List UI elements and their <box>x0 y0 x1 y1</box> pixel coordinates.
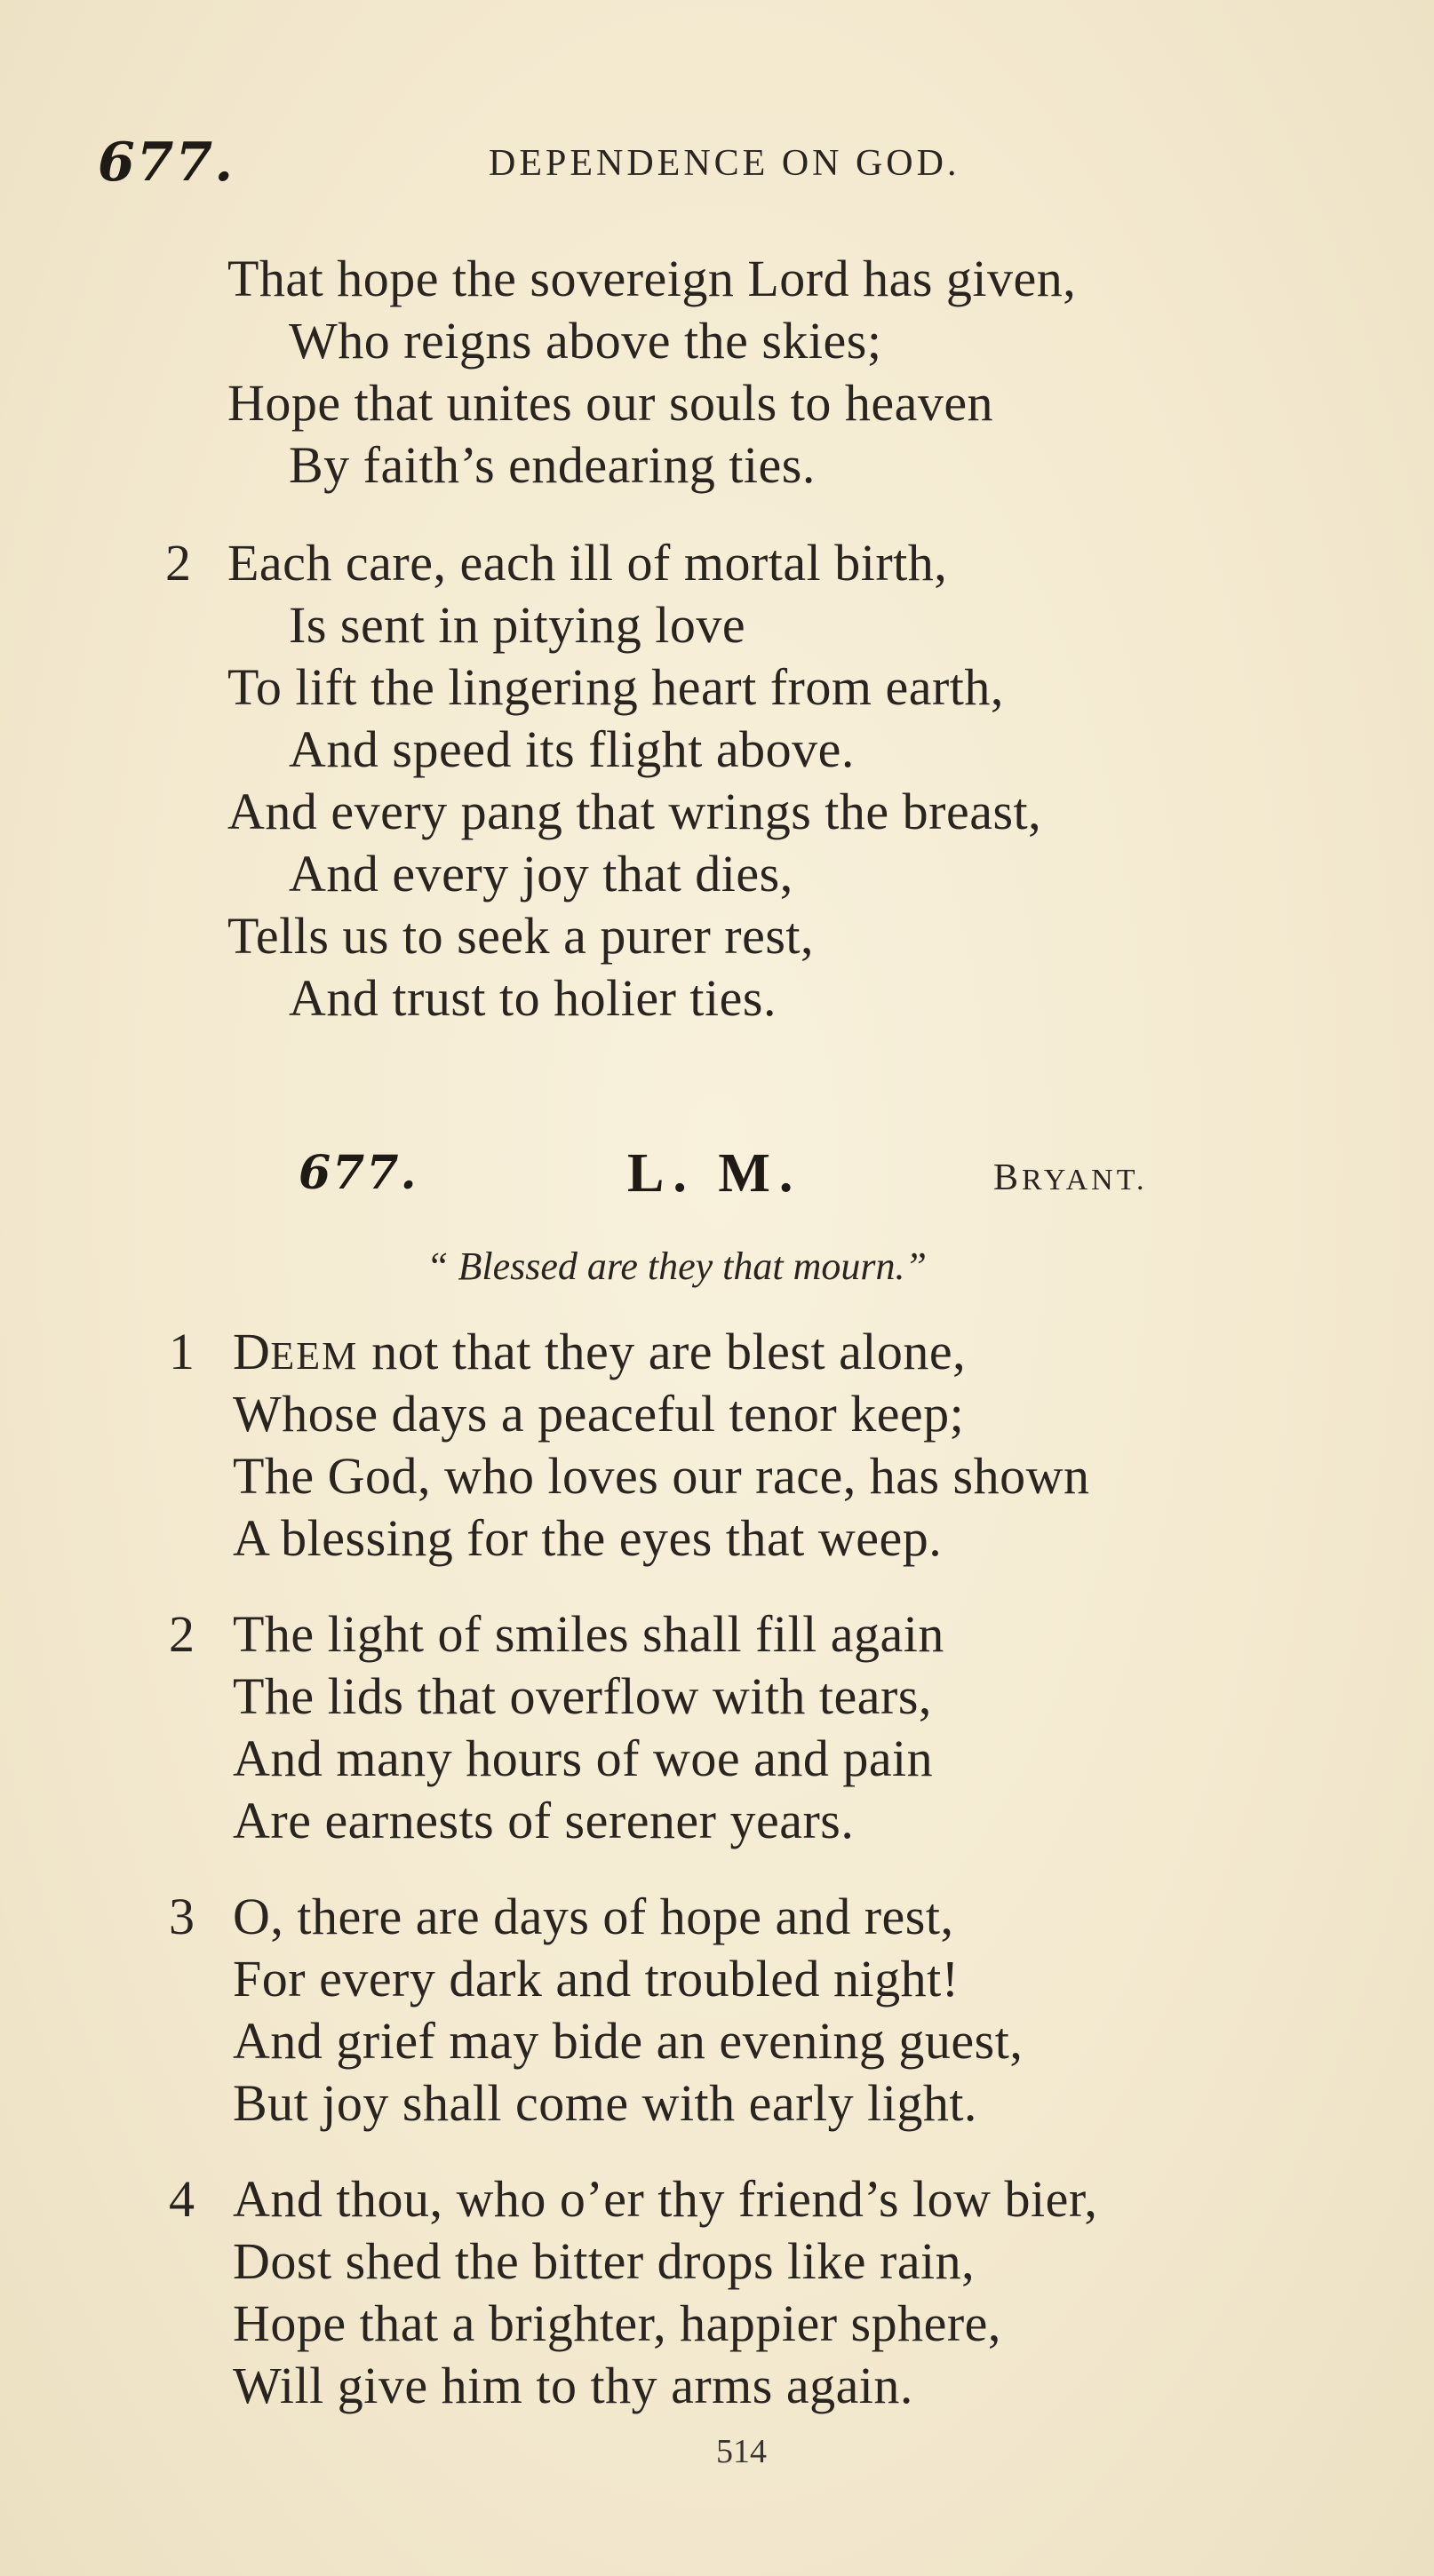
verse-line: Dost shed the bitter drops like rain, <box>233 2232 976 2290</box>
hymn-author <box>993 1157 1147 1199</box>
verse-line: For every dark and troubled night! <box>233 1950 960 2008</box>
verse-line: Are earnests of serener years. <box>233 1792 855 1849</box>
verse-line: Will give him to thy arms again. <box>233 2357 913 2414</box>
page-number: 514 <box>716 2433 767 2470</box>
verse-line: O, there are days of hope and rest, <box>233 1888 954 1945</box>
verse-line: By faith’s endearing ties. <box>289 436 816 494</box>
verse-line: Hope that a brighter, happier sphere, <box>233 2294 1001 2352</box>
verse-line: And trust to holier ties. <box>289 969 777 1027</box>
verse-line: To lift the lingering heart from earth, <box>227 658 1004 716</box>
drop-cap: D <box>233 1323 271 1380</box>
verse-line: And every joy that dies, <box>289 845 793 902</box>
verse-line: The lids that overflow with tears, <box>233 1667 932 1725</box>
verse-line: And every pang that wrings the breast, <box>227 783 1042 840</box>
verse-line: The light of smiles shall fill again <box>233 1605 944 1663</box>
stanza-number: 2 <box>169 1605 195 1663</box>
verse-line: And many hours of woe and pain <box>233 1729 934 1787</box>
verse-line: And speed its flight above. <box>289 720 855 778</box>
author-initial: B <box>993 1157 1023 1198</box>
small-caps-word: EEM <box>270 1334 359 1378</box>
stanza-number: 2 <box>165 534 191 592</box>
hymn-heading <box>0 1143 1434 1217</box>
running-head-number: 677. <box>98 131 235 194</box>
stanza-number: 3 <box>169 1888 195 1945</box>
verse-line: But joy shall come with early light. <box>233 2074 977 2132</box>
stanza-number: 4 <box>169 2170 195 2228</box>
verse-line: A blessing for the eyes that weep. <box>233 1509 943 1567</box>
verse-line: Tells us to seek a purer rest, <box>227 907 815 965</box>
verse-line-rest: not that they are blest alone, <box>358 1323 967 1380</box>
running-head-title: DEPENDENCE ON GOD. <box>489 143 960 184</box>
author-rest: RYANT. <box>1022 1164 1148 1197</box>
verse-line: And grief may bide an evening guest, <box>233 2012 1024 2070</box>
verse-line: Who reigns above the skies; <box>289 312 882 370</box>
running-head <box>98 131 1342 194</box>
verse-line: Whose days a peaceful tenor keep; <box>233 1385 965 1443</box>
verse-line: Each care, each ill of mortal birth, <box>227 534 948 592</box>
hymn-epigraph: “ Blessed are they that mourn.” <box>426 1244 927 1288</box>
verse-line: Is sent in pitying love <box>289 596 746 654</box>
hymn-number: 677. <box>299 1146 418 1200</box>
hymn-meter: L. M. <box>627 1143 802 1204</box>
verse-line: And thou, who o’er thy friend’s low bier, <box>233 2170 1098 2228</box>
verse-line: The God, who loves our race, has shown <box>233 1447 1090 1505</box>
verse-line-first <box>233 1322 966 1381</box>
verse-line: Hope that unites our souls to heaven <box>227 374 994 432</box>
stanza-number: 1 <box>169 1323 195 1380</box>
verse-line: That hope the sovereign Lord has given, <box>227 250 1077 307</box>
